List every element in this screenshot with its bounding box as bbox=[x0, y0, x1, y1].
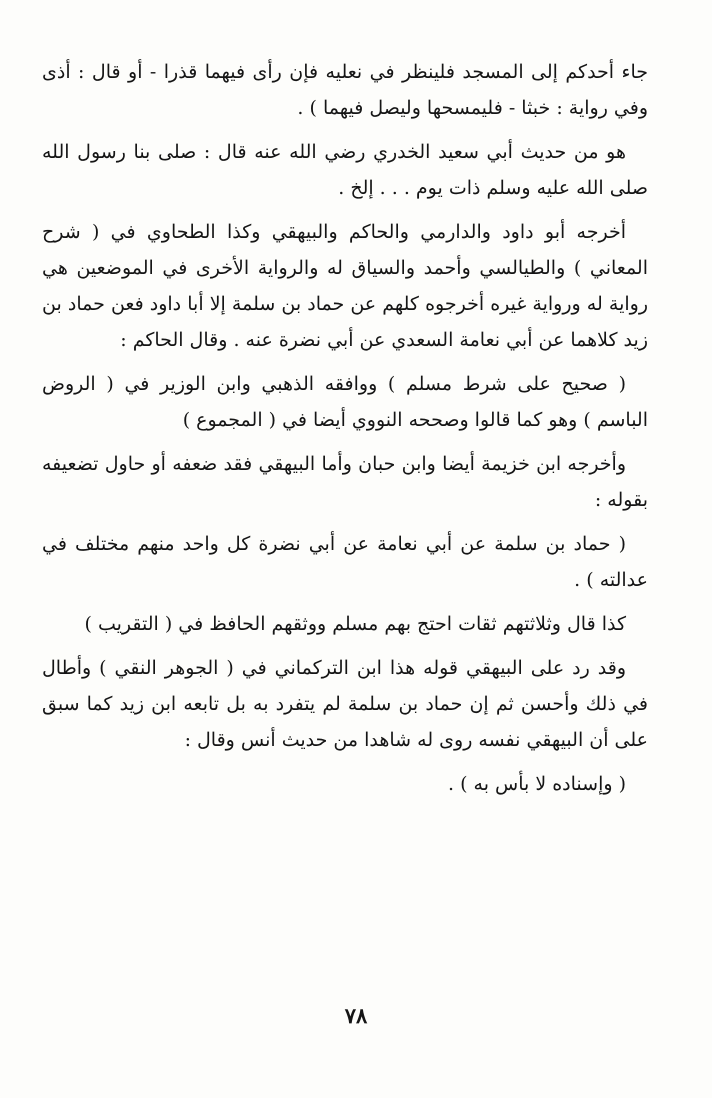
paragraph: هو من حديث أبي سعيد الخدري رضي الله عنه قال : صلى بنا رسول الله صلى الله عليه وسلم ذات يوم . . . إلخ . bbox=[42, 141, 648, 199]
paragraph: وقد رد على البيهقي قوله هذا ابن التركماني في ( الجوهر النقي ) وأطال في ذلك وأحسن ثم إن حماد بن سلمة لم يتفرد به بل تابعه ابن زيد كما سبق على أن البيهقي نفسه روى له شاهدا من حديث أنس وقال : bbox=[42, 657, 648, 751]
paragraph: كذا قال وثلاثتهم ثقات احتج بهم مسلم ووثقهم الحافظ في ( التقريب ) bbox=[84, 613, 626, 635]
paragraph: وأخرجه ابن خزيمة أيضا وابن حبان وأما البيهقي فقد ضعفه أو حاول تضعيفه بقوله : bbox=[42, 453, 648, 511]
paragraph: جاء أحدكم إلى المسجد فلينظر في نعليه فإن رأى فيهما قذرا - أو قال : أذى وفي رواية : خبثا - فليمسحها وليصل فيهما ) . bbox=[42, 61, 648, 119]
page-number: ٧٨ bbox=[344, 1003, 368, 1028]
paragraph: ( حماد بن سلمة عن أبي نعامة عن أبي نضرة كل واحد منهم مختلف في عدالته ) . bbox=[42, 533, 648, 591]
paragraph: أخرجه أبو داود والدارمي والحاكم والبيهقي وكذا الطحاوي في ( شرح المعاني ) والطيالسي وأحمد والسياق له والرواية الأخرى في الموضعين هي رواية له ورواية غيره أخرجوه كلهم عن حماد بن سلمة إلا أبا داود فعن حماد بن زيد كلاهما عن أبي نعامة السعدي عن أبي نضرة عنه . وقال الحاكم : bbox=[42, 221, 648, 351]
paragraph: ( وإسناده لا بأس به ) . bbox=[448, 773, 626, 795]
paragraph: ( صحيح على شرط مسلم ) ووافقه الذهبي وابن الوزير في ( الروض الباسم ) وهو كما قالوا وصححه النووي أيضا في ( المجموع ) bbox=[42, 373, 648, 431]
text-body bbox=[42, 54, 648, 810]
